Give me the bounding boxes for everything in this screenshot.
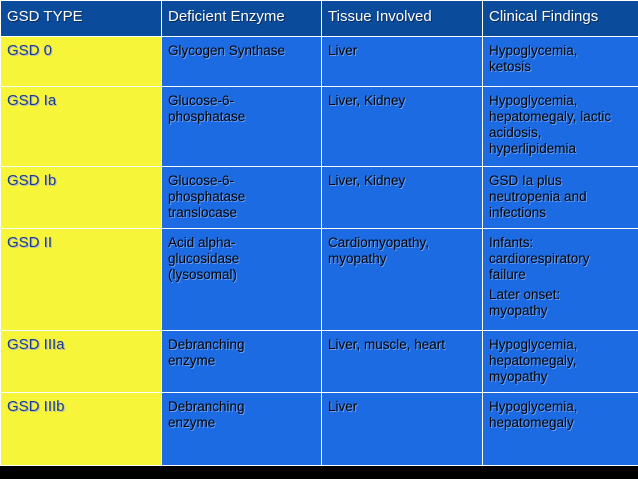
- enzyme-line: phosphatase: [168, 189, 246, 204]
- enzyme-line: Glucose-6-: [168, 93, 235, 108]
- findings-line: infections: [489, 205, 547, 220]
- enzyme-line: (lysosomal): [168, 267, 238, 282]
- enzyme-line: Acid alpha-: [168, 235, 236, 250]
- findings-line: hepatomegaly: [489, 415, 574, 430]
- enzyme-cell: [162, 331, 322, 393]
- gsd-type-cell: GSD Ib: [1, 167, 162, 229]
- findings-line: neutropenia and: [489, 189, 587, 204]
- findings-cell: [483, 87, 638, 167]
- enzyme-line: Glucose-6-: [168, 173, 235, 188]
- findings-line: myopathy: [489, 303, 548, 318]
- enzyme-line: enzyme: [168, 353, 216, 368]
- table-row: [1, 393, 638, 466]
- findings-line: Infants:: [489, 235, 534, 250]
- enzyme-cell: [162, 167, 322, 229]
- findings-line: Hypoglycemia,: [489, 43, 578, 58]
- table-row: [1, 229, 638, 331]
- enzyme-cell: [162, 87, 322, 167]
- tissue-line: Cardiomyopathy,: [328, 235, 430, 250]
- enzyme-line: glucosidase: [168, 251, 240, 266]
- enzyme-line: Glycogen Synthase: [168, 43, 286, 58]
- table-row: [1, 37, 638, 87]
- findings-line: hepatomegaly,: [489, 353, 577, 368]
- findings-line: failure: [489, 267, 526, 282]
- findings-line: ketosis: [489, 59, 532, 74]
- enzyme-line: translocase: [168, 205, 238, 220]
- tissue-line: Liver: [328, 399, 358, 414]
- enzyme-line: phosphatase: [168, 109, 246, 124]
- findings-line: hyperlipidemia: [489, 141, 577, 156]
- header-tissue-involved: Tissue Involved: [322, 1, 483, 37]
- findings-line: GSD Ia plus: [489, 173, 562, 188]
- findings-line: myopathy: [489, 369, 548, 384]
- findings-line: hepatomegaly, lactic: [489, 109, 612, 124]
- enzyme-line: Debranching: [168, 399, 245, 414]
- findings-line: acidosis,: [489, 125, 542, 140]
- tissue-line: Liver, Kidney: [328, 173, 406, 188]
- findings-cell: [483, 393, 638, 466]
- enzyme-cell: [162, 393, 322, 466]
- table-row: [1, 167, 638, 229]
- findings-line: Later onset:: [489, 287, 561, 302]
- tissue-line: Liver, Kidney: [328, 93, 406, 108]
- findings-later-onset: [489, 287, 632, 319]
- findings-cell: [483, 37, 638, 87]
- tissue-line: Liver, muscle, heart: [328, 337, 446, 352]
- header-deficient-enzyme: Deficient Enzyme: [162, 1, 322, 37]
- gsd-type-cell: GSD IIIb: [1, 393, 162, 466]
- findings-cell: [483, 167, 638, 229]
- tissue-cell: [322, 167, 483, 229]
- findings-line: Hypoglycemia,: [489, 399, 578, 414]
- findings-line: Hypoglycemia,: [489, 93, 578, 108]
- header-row: [1, 1, 638, 37]
- gsd-type-cell: GSD 0: [1, 37, 162, 87]
- findings-cell: [483, 229, 638, 331]
- header-gsd-type: GSD TYPE: [1, 1, 162, 37]
- tissue-cell: [322, 393, 483, 466]
- findings-cell: [483, 331, 638, 393]
- findings-line: cardiorespiratory: [489, 251, 590, 266]
- tissue-cell: [322, 229, 483, 331]
- tissue-line: Liver: [328, 43, 358, 58]
- tissue-line: myopathy: [328, 251, 387, 266]
- findings-line: Hypoglycemia,: [489, 337, 578, 352]
- enzyme-cell: [162, 37, 322, 87]
- table-row: [1, 331, 638, 393]
- tissue-cell: [322, 331, 483, 393]
- enzyme-line: enzyme: [168, 415, 216, 430]
- gsd-type-cell: GSD IIIa: [1, 331, 162, 393]
- tissue-cell: [322, 87, 483, 167]
- table-row: [1, 87, 638, 167]
- tissue-cell: [322, 37, 483, 87]
- enzyme-line: Debranching: [168, 337, 245, 352]
- gsd-type-cell: GSD II: [1, 229, 162, 331]
- enzyme-cell: [162, 229, 322, 331]
- gsd-type-cell: GSD Ia: [1, 87, 162, 167]
- header-clinical-findings: Clinical Findings: [483, 1, 638, 37]
